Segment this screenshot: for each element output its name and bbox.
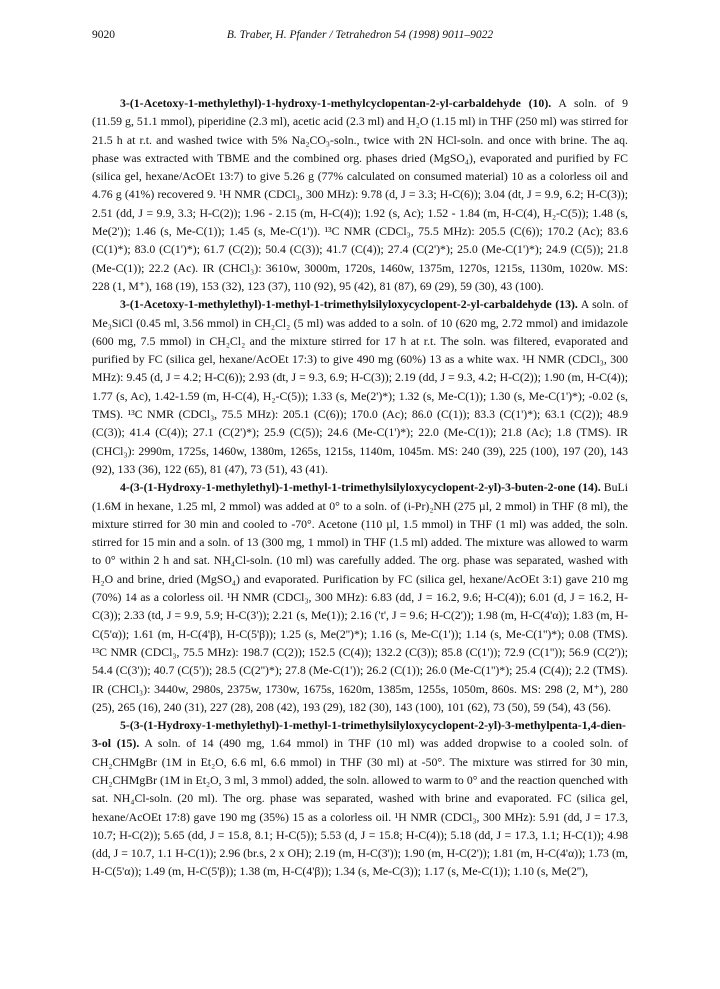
compound-procedure: A soln. of Me₃SiCl (0.45 ml, 3.56 mmol) in CH₂Cl₂ (5 ml) was added to a soln. of 10 (620 mg, 2.72 mmol) and imidazole (600 mg, 7.5 mmol) in CH₂Cl₂ and the mixture stirred for 17 h at r.t. The soln. was filtered, evaporated and purified by FC (silica gel, hexane/AcOEt 17:3) to give 490 mg (60%) 13 as a white wax. ¹H NMR (CDCl₃, 300 MHz): 9.45 (d, J = 4.2; H-C(6)); 2.93 (dt, J = 9.3, 6.9; H-C(3)); 2.19 (dd, J = 9.3, 4.2; H-C(2)); 1.90 (m, H-C(4)); 1.77 (s, Ac), 1.42-1.59 (m, H-C(4), H₂-C(5)); 1.33 (s, Me(2')*); 1.32 (s, Me-C(1)); 1.30 (s, Me-C(1')*); -0.02 (s, TMS). ¹³C NMR (CDCl₃, 75.5 MHz): 205.1 (C(6)); 170.0 (Ac); 86.0 (C(1)); 83.3 (C(1')*); 63.1 (C(2)); 48.9 (C(3)); 41.4 (C(4)); 27.1 (C(2')*); 25.9 (C(5)); 24.6 (Me-C(1')*); 22.0 (Me-C(1)); 21.8 (Ac); 1.8 (TMS). IR (CHCl₃): 2990m, 1725s, 1460w, 1380m, 1265s, 1215s, 1140m, 1045m. MS: 240 (39), 225 (100), 197 (20), 143 (92), 133 (36), 122 (65), 81 (47), 73 (51), 43 (41). — [92, 297, 629, 476]
compound-title: 4-(3-(1-Hydroxy-1-methylethyl)-1-methyl-1-trimethylsilyloxycyclopent-2-yl)-3-buten-2-one (14). — [120, 480, 601, 495]
compound-entry-10 — [92, 94, 628, 295]
running-title: B. Traber, H. Pfander / Tetrahedron 54 (1998) 9011–9022 — [226, 29, 494, 41]
experimental-section — [92, 94, 628, 881]
compound-procedure: A soln. of 9 (11.59 g, 51.1 mmol), piperidine (2.3 ml), acetic acid (2.3 ml) and H₂O (1.15 ml) in THF (250 ml) was stirred for 21.5 h at r.t. and washed twice with 5% Na₂CO₃-soln., twice with 2N HCl-soln. and once with brine. The aq. phase was extracted with TBME and the combined org. phases dried (MgSO₄), evaporated and purified by FC (silica gel, hexane/AcOEt 13:7) to give 5.26 g (77% calculated on consumed material) 10 as a colorless oil and 4.76 g (41%) recovered 9. ¹H NMR (CDCl₃, 300 MHz): 9.78 (d, J = 3.3; H-C(6)); 3.04 (dt, J = 9.9, 6.2; H-C(3)); 2.51 (dd, J = 9.9, 3.3; H-C(2)); 1.96 - 2.15 (m, H-C(4)); 1.92 (s, Ac); 1.52 - 1.84 (m, H-C(4), H₂-C(5)); 1.48 (s, Me(2')); 1.46 (s, Me-C(1)); 1.45 (s, Me-C(1')). ¹³C NMR (CDCl₃, 75.5 MHz): 205.5 (C(6)); 170.2 (Ac); 83.6 (C(1)*); 83.0 (C(1')*); 61.7 (C(2)); 50.4 (C(3)); 41.7 (C(4)); 27.4 (C(2')*); 25.0 (Me-C(1')*); 24.9 (C(5)); 21.8 (Me-C(1)); 22.2 (Ac). IR (CHCl₃): 3610w, 3000m, 1720s, 1460w, 1375m, 1270s, 1215s, 1130m, 1020w. MS: 228 (1, M⁺), 168 (19), 153 (32), 123 (37), 110 (92), 95 (42), 81 (87), 69 (29), 59 (30), 43 (100). — [92, 96, 628, 293]
compound-entry-15 — [92, 716, 628, 881]
compound-procedure: BuLi (1.6M in hexane, 1.25 ml, 2 mmol) was added at 0° to a soln. of (i-Pr)₂NH (275 µl, 2 mmol) in THF (8 ml), the mixture stirred for 30 min and cooled to -70°. Acetone (110 µl, 1.5 mmol) in THF (1 ml) was added, the soln. stirred for 15 min and a soln. of 13 (300 mg, 1 mmol) in THF (1.5 ml) added. The mixture was allowed to warm to 0° within 2 h and sat. NH₄Cl-soln. (10 ml) was carefully added. The org. phase was separated, washed with H₂O and brine, dried (MgSO₄) and evaporated. Purification by FC (silica gel, hexane/AcOEt 3:1) gave 210 mg (70%) 14 as a colorless oil. ¹H NMR (CDCl₃, 300 MHz): 6.83 (dd, J = 16.2, 9.6; H-C(4)); 6.01 (d, J = 16.2, H-C(3)); 2.33 (td, J = 9.9, 5.9; H-C(3')); 2.21 (s, Me(1)); 2.16 ('t', J = 9.6; H-C(2')); 1.98 (m, H-C(4'α)); 1.83 (m, H-C(5'α)); 1.61 (m, H-C(4'β), H-C(5'β)); 1.25 (s, Me(2'')*); 1.16 (s, Me-C(1')); 1.14 (s, Me-C(1'')*); 0.08 (TMS). ¹³C NMR (CDCl₃, 75.5 MHz): 198.7 (C(2)); 152.5 (C(4)); 132.2 (C(3)); 85.8 (C(1')); 72.9 (C(1'')); 56.9 (C(2')); 54.4 (C(3')); 40.7 (C(5')); 28.5 (C(2'')*); 27.8 (Me-C(1')); 26.2 (C(1)); 26.0 (Me-C(1'')*); 25.4 (C(4)); 2.2 (TMS). IR (CHCl₃): 3440w, 2980s, 2375w, 1730w, 1675s, 1620m, 1385m, 1255s, 1050m, 860s. MS: 298 (2, M⁺), 280 (25), 265 (16), 240 (31), 227 (28), 208 (42), 193 (29), 182 (30), 143 (100), 101 (62), 73 (50), 59 (54), 43 (56). — [92, 480, 628, 714]
page-header — [92, 26, 628, 44]
compound-entry-14 — [92, 478, 628, 716]
compound-procedure: A soln. of 14 (490 mg, 1.64 mmol) in THF (10 ml) was added dropwise to a cooled soln. of CH₂CHMgBr (1M in Et₂O, 6.6 ml, 6.6 mmol) in THF (30 ml) at -50°. The mixture was stirred for 30 min, CH₂CHMgBr (1M in Et₂O, 3 ml, 3 mmol) added, the soln. allowed to warm to 0° and the reaction quenched with sat. NH₄Cl-soln. (20 ml). The org. phase was separated, washed with brine and evaporated. FC (silica gel, hexane/AcOEt 17:8) gave 190 mg (35%) 15 as a colorless oil. ¹H NMR (CDCl₃, 300 MHz): 5.91 (dd, J = 17.3, 10.7; H-C(2)); 5.65 (dd, J = 15.8, 8.1; H-C(5)); 5.53 (d, J = 15.8; H-C(4)); 5.18 (dd, J = 17.3, 1.1; H-C(1)); 4.98 (dd, J = 10.7, 1.1 H-C(1)); 2.96 (br.s, 2 x OH); 2.19 (m, H-C(3')); 1.90 (m, H-C(2')); 1.81 (m, H-C(4'α)); 1.73 (m, H-C(5'α)); 1.49 (m, H-C(5'β)); 1.38 (m, H-C(4'β)); 1.34 (s, Me-C(3)); 1.17 (s, Me-C(1)); 1.10 (s, Me(2''), — [92, 736, 628, 879]
compound-title: 5-(3-(1-Hydroxy-1-methylethyl)-1-methyl-1-trimethylsilyloxycyclopent-2-yl)-3-methylpenta-1,4-dien-3-ol (15). — [92, 718, 626, 751]
page-number: 9020 — [92, 29, 115, 41]
compound-title: 3-(1-Acetoxy-1-methylethyl)-1-methyl-1-trimethylsilyloxycyclopent-2-yl-carbaldehyde (13). — [120, 297, 578, 312]
compound-title: 3-(1-Acetoxy-1-methylethyl)-1-hydroxy-1-methylcyclopentan-2-yl-carbaldehyde (10). — [120, 96, 552, 110]
compound-entry-13 — [92, 295, 628, 478]
